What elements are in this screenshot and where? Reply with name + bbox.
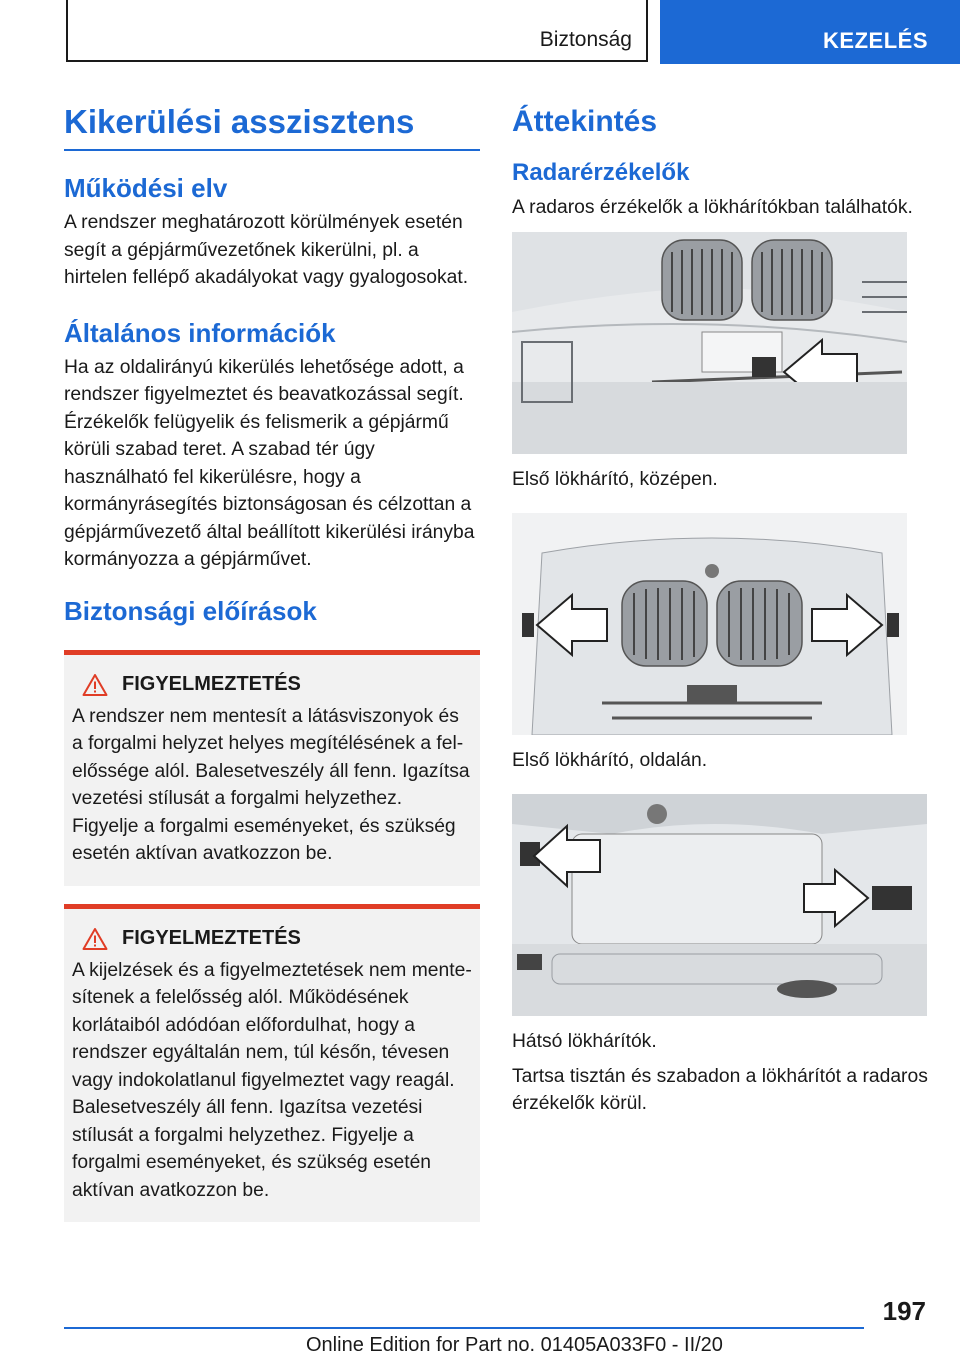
warning-text: A kijelzések és a figyelmeztetések nem mentesítenek a felelősség alól. Működésének korlátaiból adódóan előfordulhat, hogy a rendszer egyáltalán nem, túl későn, tévesen vagy indokolatlanul figyelmeztet vagy reagál. Balesetveszély áll fenn. Igazítsa vezetési stílusát a forgalmi helyzethez. Figyelje a forgalmi eseményeket, és szükség esetén aktívan avatkozzon be. (72, 959, 472, 1201)
front-bumper-sides-illustration (512, 513, 907, 735)
header-section-title: Biztonság (539, 28, 632, 51)
figure-front-center (512, 232, 907, 454)
paragraph-radar: A radaros érzékelők a lökhárítókban találhatók. (512, 197, 913, 218)
warning-triangle-icon (82, 927, 108, 951)
header-chapter-title: KEZELÉS (823, 28, 928, 53)
overview-title: Áttekintés (512, 105, 658, 138)
paragraph-clean: Tartsa tisztán és szabadon a lökhárítót a radaros érzékelők körül. (512, 1065, 928, 1114)
heading-radar: Radarérzékelők (512, 159, 690, 186)
right-column (512, 100, 932, 1118)
front-bumper-center-illustration (512, 232, 907, 454)
warning-title: FIGYELMEZTETÉS (122, 673, 301, 695)
caption-rear: Hátsó lökhárítók. (512, 1030, 657, 1052)
figure-rear (512, 794, 927, 1016)
footer-divider (64, 1327, 864, 1329)
warning-triangle-icon (82, 673, 108, 697)
warning-box (64, 904, 480, 1223)
paragraph-general: Ha az oldalirányú kikerülés lehetősége adott, a rendszer figyelmeztet és beavatkozással segít. Érzékelők felügyelik és felismerik a gépjármű körüli szabad teret. A szabad tér úgy használható fel kikerülésre, hogy a kormányrásegítés biztonságosan és célzottan a gépjárművezető által beállított kikerülési irányba kormányozza a gépjárművet. (64, 356, 475, 570)
title-divider (64, 149, 480, 151)
warning-header (72, 927, 472, 951)
warning-header (72, 673, 472, 697)
caption-front-sides: Első lökhárító, oldalán. (512, 749, 708, 771)
header-section-box (66, 0, 648, 62)
header-chapter-tab (660, 0, 960, 64)
warning-text: A rendszer nem mentesít a látásviszonyok és a forgalmi helyzet helyes megítélésének a felelőssége alól. Balesetveszély áll fenn. Igazítsa vezetési stílusát a forgalmi helyzethez. Figyelje a forgalmi eseményeket, és szükség esetén aktívan avatkozzon be. (72, 705, 470, 864)
paragraph-principle: A rendszer meghatározott körülmények esetén segít a gépjárművezetőnek kikerülni, pl. a hirtelen fellépő akadályokat vagy gyalogosokat. (64, 212, 469, 288)
heading-principle: Működési elv (64, 173, 228, 203)
warning-box (64, 650, 480, 886)
warning-title: FIGYELMEZTETÉS (122, 927, 301, 949)
page-number: 197 (882, 1296, 926, 1326)
caption-front-center: Első lökhárító, középen. (512, 468, 718, 490)
heading-safety: Biztonsági előírások (64, 595, 317, 626)
left-column (64, 100, 480, 1222)
heading-general: Általános információk (64, 317, 336, 348)
page-title: Kikerülési asszisztens (64, 103, 415, 140)
footer-edition: Online Edition for Part no. 01405A033F0 - II/20 (306, 1334, 723, 1356)
rear-bumper-illustration (512, 794, 927, 1016)
figure-front-sides (512, 513, 907, 735)
